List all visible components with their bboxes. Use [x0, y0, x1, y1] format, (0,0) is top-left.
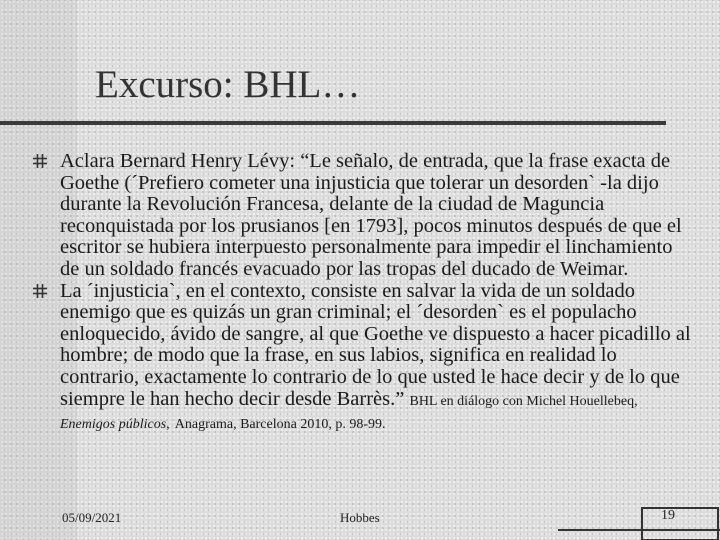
hash-bullet-icon	[33, 154, 47, 168]
slide-body	[33, 151, 693, 436]
bullet-text: Aclara Bernard Henry Lévy: “Le señalo, de entrada, que la frase exacta de Goethe (´Prefiero cometer una injusticia que tolerar un desorden` -la dijo durante la Revolución Francesa, delante de la ciudad de Maguncia reconquistada por los prusianos [en 1793], pocos minutos después de que el escritor se hubiera interpuesto personalmente para impedir el linchamiento de un soldado francés evacuado por las tropas del ducado de Weimar.	[60, 150, 682, 280]
bullet-item	[33, 281, 693, 436]
citation-title: Enemigos públicos,	[60, 417, 170, 433]
footer-center-text: Hobbes	[340, 510, 380, 525]
hash-bullet-icon	[33, 284, 47, 298]
title-rule	[0, 121, 666, 125]
bullet-item	[33, 151, 693, 281]
citation-suffix: Anagrama, Barcelona 2010, p. 98-99.	[174, 417, 386, 433]
citation-prefix: BHL en diálogo con Michel Houellebeq,	[409, 393, 638, 409]
slide-title: Excurso: BHL…	[95, 63, 361, 106]
bullet-text: La ´injusticia`, en el contexto, consiste en salvar la vida de un soldado enemigo que es quizás un gran criminal; el ´desorden` es el populacho enloquecido, ávido de sangre, al que Goethe ve dispuesto a hacer picadillo al hombre; de modo que la frase, en sus labios, significa en realidad lo contrario, exactamente lo contrario de lo que usted le hace decir y de lo que siempre le han hecho decir desde Barrès.”	[60, 279, 691, 410]
page-number: 19	[661, 508, 675, 523]
corner-decor-icon	[558, 506, 720, 540]
bullet-text-with-citation	[60, 281, 693, 436]
footer-date: 05/09/2021	[62, 510, 122, 525]
